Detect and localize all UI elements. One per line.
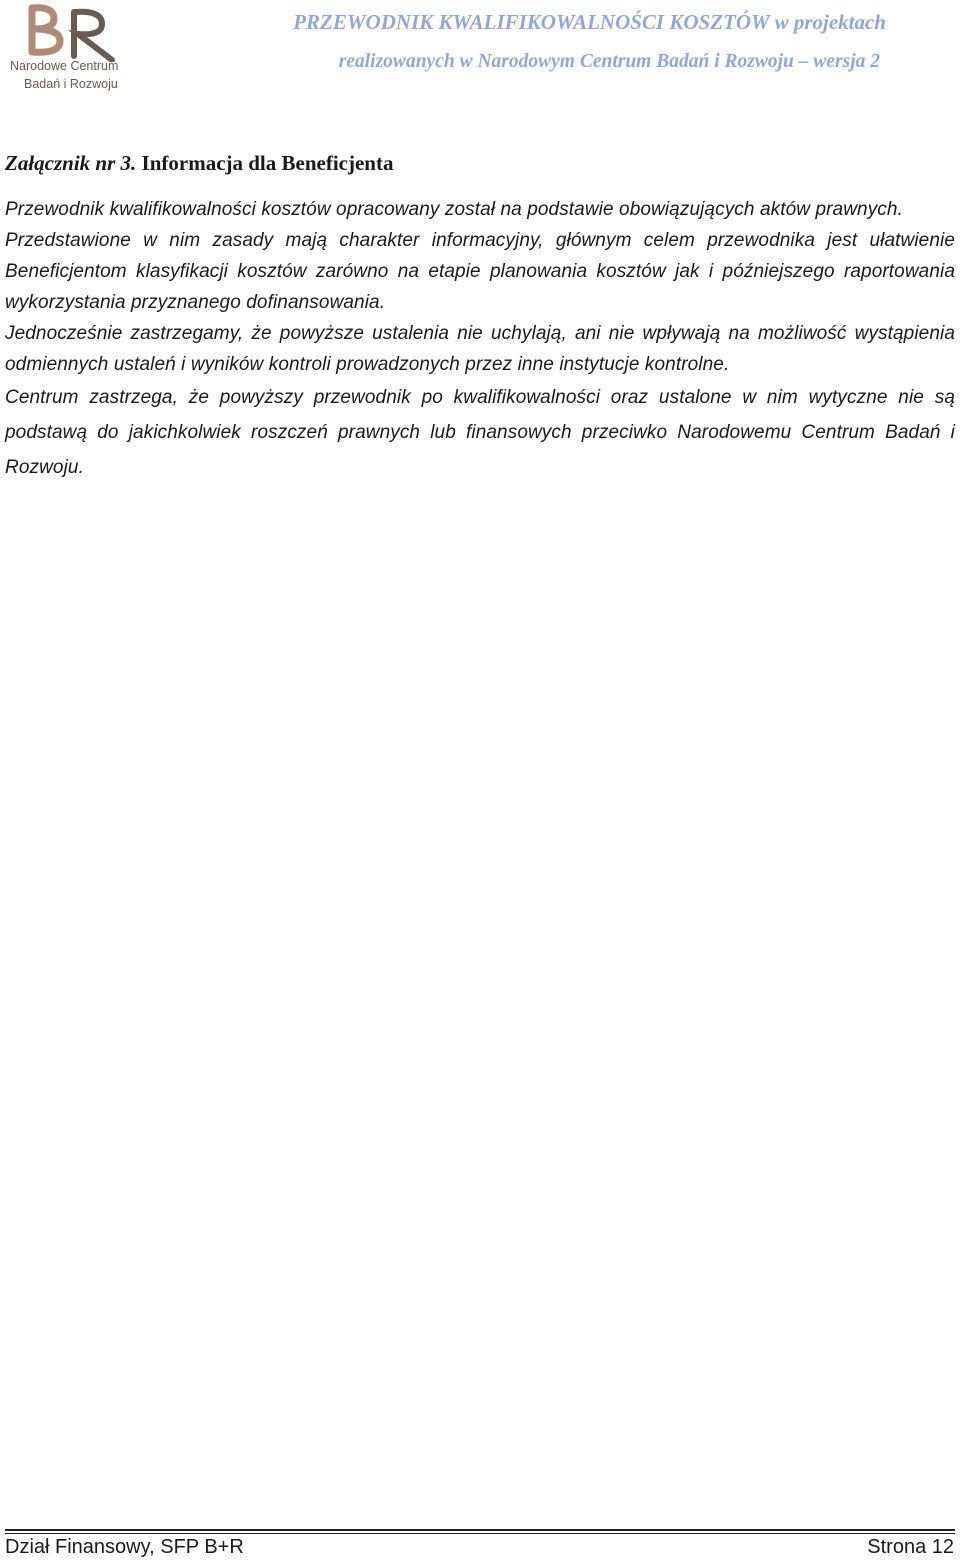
page-content: [5, 150, 955, 485]
header-subtitle: realizowanych w Narodowym Centrum Badań i Rozwoju – wersja 2: [338, 51, 880, 72]
footer-page-number: Strona 12: [867, 1536, 954, 1558]
logo-text-line1: Narodowe Centrum: [10, 59, 119, 73]
logo-text-line2: Badań i Rozwoju: [24, 77, 118, 91]
footer-department: Dział Finansowy, SFP B+R: [5, 1536, 244, 1558]
attachment-label: Załącznik nr 3.: [5, 151, 142, 175]
page-header: [0, 0, 960, 105]
paragraph-disclaimer: Centrum zastrzega, że powyższy przewodnik po kwalifikowalności oraz ustalone w nim wytyczne nie są podstawą do jakichkolwiek roszczeń prawnych lub finansowych przeciwko Narodowemu Centrum Badań i Rozwoju.: [5, 387, 955, 479]
paragraph-legal-basis: Przewodnik kwalifikowalności kosztów opracowany został na podstawie obowiązujących aktów prawnych.: [5, 199, 903, 221]
paragraph-reservation: Jednocześnie zastrzegamy, że powyższe ustalenia nie uchylają, ani nie wpływają na możliwość wystąpienia odmiennych ustaleń i wyników kontroli prowadzonych przez inne instytucje kontrolne.: [5, 323, 955, 376]
paragraph-purpose: Przedstawione w nim zasady mają charakter informacyjny, głównym celem przewodnika jest ułatwienie Beneficjentom klasyfikacji kosztów zarówno na etapie planowania kosztów jak i późniejszego raportowania wykorzystania przyznanego dofinansowania.: [5, 230, 955, 314]
footer-divider: [5, 1529, 955, 1531]
ncbr-logo-mark: [2, 2, 150, 62]
header-title: PRZEWODNIK KWALIFIKOWALNOŚCI KOSZTÓW w projektach: [293, 10, 886, 34]
ncbr-logo: [2, 2, 150, 98]
attachment-heading: [5, 150, 955, 177]
attachment-title: Informacja dla Beneficjenta: [141, 151, 394, 175]
